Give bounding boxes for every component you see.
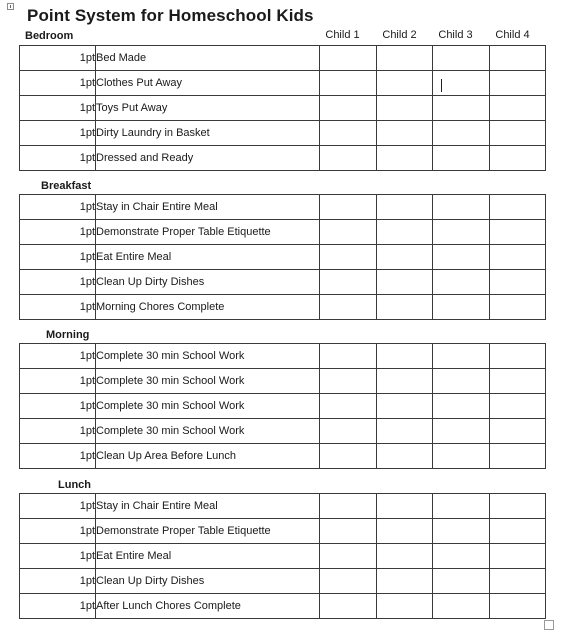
child-1-cell[interactable] xyxy=(320,444,377,469)
child-1-cell[interactable] xyxy=(320,419,377,444)
points-cell: 1pt xyxy=(20,245,96,270)
child-1-cell[interactable] xyxy=(320,71,377,96)
section-label: Breakfast xyxy=(41,180,92,192)
text-cursor xyxy=(441,79,442,92)
child-1-cell[interactable] xyxy=(320,494,377,519)
child-2-cell[interactable] xyxy=(377,96,433,121)
table-row xyxy=(20,344,546,369)
child-2-cell[interactable] xyxy=(377,369,433,394)
table-row xyxy=(20,220,546,245)
child-2-cell[interactable] xyxy=(377,71,433,96)
child-4-cell[interactable] xyxy=(490,270,546,295)
section-label: Lunch xyxy=(58,479,91,491)
table-row xyxy=(20,295,546,320)
chore-table xyxy=(19,493,546,619)
child-1-cell[interactable] xyxy=(320,195,377,220)
child-4-cell[interactable] xyxy=(490,444,546,469)
points-cell: 1pt xyxy=(20,444,96,469)
child-1-cell[interactable] xyxy=(320,544,377,569)
child-3-cell[interactable] xyxy=(433,494,490,519)
child-4-cell[interactable] xyxy=(490,195,546,220)
table-row xyxy=(20,444,546,469)
points-cell: 1pt xyxy=(20,96,96,121)
task-cell: Eat Entire Meal xyxy=(96,245,320,270)
child-2-cell[interactable] xyxy=(377,419,433,444)
child-1-cell[interactable] xyxy=(320,569,377,594)
table-row xyxy=(20,394,546,419)
points-cell: 1pt xyxy=(20,270,96,295)
points-cell: 1pt xyxy=(20,46,96,71)
task-cell: Complete 30 min School Work xyxy=(96,369,320,394)
points-cell: 1pt xyxy=(20,71,96,96)
points-cell: 1pt xyxy=(20,494,96,519)
task-cell: Stay in Chair Entire Meal xyxy=(96,494,320,519)
table-row xyxy=(20,146,546,171)
table-row xyxy=(20,46,546,71)
child-1-cell[interactable] xyxy=(320,344,377,369)
column-header-child-3: Child 3 xyxy=(438,29,473,41)
child-4-cell[interactable] xyxy=(490,71,546,96)
child-3-cell[interactable] xyxy=(433,369,490,394)
table-row xyxy=(20,369,546,394)
child-3-cell[interactable] xyxy=(433,394,490,419)
table-row xyxy=(20,494,546,519)
child-2-cell[interactable] xyxy=(377,519,433,544)
table-row xyxy=(20,569,546,594)
points-cell: 1pt xyxy=(20,220,96,245)
child-3-cell[interactable] xyxy=(433,121,490,146)
task-cell: Clean Up Dirty Dishes xyxy=(96,270,320,295)
child-3-cell[interactable] xyxy=(433,245,490,270)
task-cell: Dirty Laundry in Basket xyxy=(96,121,320,146)
task-cell: Demonstrate Proper Table Etiquette xyxy=(96,519,320,544)
task-cell: Complete 30 min School Work xyxy=(96,394,320,419)
points-cell: 1pt xyxy=(20,295,96,320)
child-1-cell[interactable] xyxy=(320,245,377,270)
child-4-cell[interactable] xyxy=(490,96,546,121)
child-2-cell[interactable] xyxy=(377,444,433,469)
child-3-cell[interactable] xyxy=(433,519,490,544)
points-cell: 1pt xyxy=(20,146,96,171)
child-2-cell[interactable] xyxy=(377,494,433,519)
task-cell: Clean Up Area Before Lunch xyxy=(96,444,320,469)
child-1-cell[interactable] xyxy=(320,594,377,619)
child-2-cell[interactable] xyxy=(377,594,433,619)
child-3-cell[interactable] xyxy=(433,444,490,469)
task-cell: Eat Entire Meal xyxy=(96,544,320,569)
column-header-child-2: Child 2 xyxy=(382,29,417,41)
task-cell: Toys Put Away xyxy=(96,96,320,121)
child-4-cell[interactable] xyxy=(490,394,546,419)
table-row xyxy=(20,419,546,444)
table-move-handle[interactable] xyxy=(7,3,14,10)
child-4-cell[interactable] xyxy=(490,494,546,519)
child-2-cell[interactable] xyxy=(377,121,433,146)
child-2-cell[interactable] xyxy=(377,394,433,419)
points-cell: 1pt xyxy=(20,569,96,594)
child-3-cell[interactable] xyxy=(433,544,490,569)
child-2-cell[interactable] xyxy=(377,295,433,320)
child-2-cell[interactable] xyxy=(377,344,433,369)
task-cell: Demonstrate Proper Table Etiquette xyxy=(96,220,320,245)
column-header-child-1: Child 1 xyxy=(325,29,360,41)
points-cell: 1pt xyxy=(20,419,96,444)
child-2-cell[interactable] xyxy=(377,46,433,71)
child-2-cell[interactable] xyxy=(377,569,433,594)
points-cell: 1pt xyxy=(20,369,96,394)
child-3-cell[interactable] xyxy=(433,344,490,369)
child-2-cell[interactable] xyxy=(377,270,433,295)
child-4-cell[interactable] xyxy=(490,569,546,594)
child-4-cell[interactable] xyxy=(490,220,546,245)
child-4-cell[interactable] xyxy=(490,544,546,569)
task-cell: Dressed and Ready xyxy=(96,146,320,171)
child-3-cell[interactable] xyxy=(433,146,490,171)
child-1-cell[interactable] xyxy=(320,270,377,295)
child-3-cell[interactable] xyxy=(433,46,490,71)
child-3-cell[interactable] xyxy=(433,569,490,594)
child-4-cell[interactable] xyxy=(490,295,546,320)
child-1-cell[interactable] xyxy=(320,369,377,394)
child-1-cell[interactable] xyxy=(320,121,377,146)
child-4-cell[interactable] xyxy=(490,121,546,146)
table-row xyxy=(20,245,546,270)
points-cell: 1pt xyxy=(20,544,96,569)
table-row xyxy=(20,121,546,146)
child-3-cell[interactable] xyxy=(433,195,490,220)
child-4-cell[interactable] xyxy=(490,46,546,71)
section-label: Bedroom xyxy=(25,30,74,42)
child-2-cell[interactable] xyxy=(377,544,433,569)
points-cell: 1pt xyxy=(20,121,96,146)
child-1-cell[interactable] xyxy=(320,220,377,245)
child-4-cell[interactable] xyxy=(490,419,546,444)
child-3-cell[interactable] xyxy=(433,220,490,245)
child-3-cell[interactable] xyxy=(433,96,490,121)
task-cell: Morning Chores Complete xyxy=(96,295,320,320)
chore-table xyxy=(19,194,546,320)
table-row xyxy=(20,96,546,121)
task-cell: Complete 30 min School Work xyxy=(96,419,320,444)
child-3-cell[interactable] xyxy=(433,594,490,619)
child-2-cell[interactable] xyxy=(377,195,433,220)
task-cell: Clean Up Dirty Dishes xyxy=(96,569,320,594)
child-4-cell[interactable] xyxy=(490,519,546,544)
task-cell: Stay in Chair Entire Meal xyxy=(96,195,320,220)
chore-table xyxy=(19,343,546,469)
child-1-cell[interactable] xyxy=(320,295,377,320)
child-4-cell[interactable] xyxy=(490,344,546,369)
points-cell: 1pt xyxy=(20,344,96,369)
child-1-cell[interactable] xyxy=(320,394,377,419)
child-2-cell[interactable] xyxy=(377,146,433,171)
points-cell: 1pt xyxy=(20,394,96,419)
task-cell: Clothes Put Away xyxy=(96,71,320,96)
task-cell: Bed Made xyxy=(96,46,320,71)
child-4-cell[interactable] xyxy=(490,245,546,270)
child-2-cell[interactable] xyxy=(377,220,433,245)
child-4-cell[interactable] xyxy=(490,146,546,171)
child-1-cell[interactable] xyxy=(320,519,377,544)
child-1-cell[interactable] xyxy=(320,46,377,71)
table-resize-handle[interactable] xyxy=(544,620,554,630)
child-1-cell[interactable] xyxy=(320,96,377,121)
table-row xyxy=(20,594,546,619)
document-title: Point System for Homeschool Kids xyxy=(27,6,314,25)
table-row xyxy=(20,519,546,544)
child-2-cell[interactable] xyxy=(377,245,433,270)
task-cell: Complete 30 min School Work xyxy=(96,344,320,369)
child-3-cell[interactable] xyxy=(433,295,490,320)
child-1-cell[interactable] xyxy=(320,146,377,171)
chore-table xyxy=(19,45,546,171)
child-3-cell[interactable] xyxy=(433,270,490,295)
table-row xyxy=(20,195,546,220)
child-4-cell[interactable] xyxy=(490,594,546,619)
points-cell: 1pt xyxy=(20,195,96,220)
child-4-cell[interactable] xyxy=(490,369,546,394)
points-cell: 1pt xyxy=(20,594,96,619)
points-cell: 1pt xyxy=(20,519,96,544)
section-label: Morning xyxy=(46,329,90,341)
table-row xyxy=(20,270,546,295)
child-3-cell[interactable] xyxy=(433,419,490,444)
task-cell: After Lunch Chores Complete xyxy=(96,594,320,619)
column-header-child-4: Child 4 xyxy=(495,29,530,41)
table-row xyxy=(20,71,546,96)
table-row xyxy=(20,544,546,569)
